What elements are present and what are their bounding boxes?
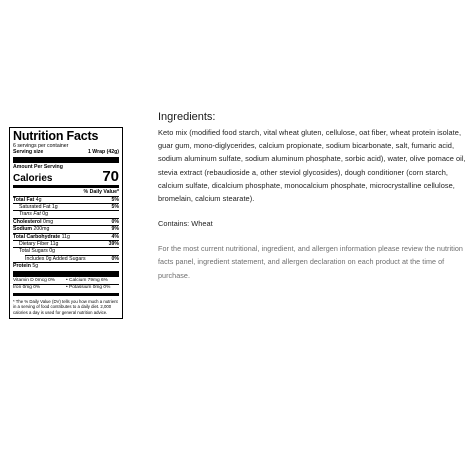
sodium-dv: 9% <box>111 226 119 233</box>
sodium-amount: 200mg <box>33 226 50 233</box>
nutrition-facts-title: Nutrition Facts <box>13 129 99 143</box>
protein-amount: 5g <box>32 263 39 270</box>
protein-label: Protein <box>13 263 31 270</box>
information-notice: For the most current nutritional, ingredient, and allergen information please review the nutrition facts panel, ingredient statement, and allergen declaration on each product at the time of purchase. <box>158 244 463 280</box>
vitamin-row-1 <box>13 278 119 284</box>
allergen-contains: Contains: Wheat <box>158 219 213 229</box>
serving-size-label: Serving size <box>13 149 44 156</box>
vitamin-row-2 <box>13 285 119 291</box>
total-carb-amount: 11g <box>61 233 70 240</box>
daily-value-footnote: * The % Daily Value (DV) tells you how much a nutrient in a serving of food contributes to a daily diet. 2,000 calories a day is used for general nutrition advice. <box>13 298 118 315</box>
dietary-fiber-dv: 39% <box>108 241 119 248</box>
added-sugars-dv: 0% <box>111 255 119 262</box>
serving-size-row <box>13 149 119 155</box>
total-fat-label: Total Fat <box>13 196 35 203</box>
cholesterol-dv: 0% <box>111 218 119 225</box>
saturated-fat-label: Saturated Fat <box>19 204 51 211</box>
nutrition-facts-label <box>9 127 123 319</box>
daily-value-header: % Daily Value* <box>83 189 119 196</box>
medium-divider-footnote <box>13 293 119 296</box>
added-sugars-label: Includes 0g Added Sugars <box>25 255 86 262</box>
vitamin-d: Vitamin D 0mcg 0% <box>13 277 56 283</box>
thick-divider <box>13 157 119 163</box>
thick-divider-vitamins <box>13 271 119 277</box>
iron: Iron 0mg 0% <box>13 285 41 291</box>
total-sugars-label: Total Sugars <box>19 248 48 255</box>
protein-row <box>13 263 119 269</box>
serving-size-value: 1 Wrap (42g) <box>87 149 119 156</box>
ingredients-text: Keto mix (modified food starch, vital wheat gluten, cellulose, oat fiber, wheat protein isolate, guar gum, mono-diglycerides, calcium propionate, sodium bicarbonate, salt, fumaric acid, sodium aluminum sulfate, sodium aluminum phosphate, sorbic acid), water, olive pomace oil, stevia extract (rebaudioside a, other steviol glycosides), dough conditioner (corn starch, calcium sulfate, dicalcium phosphate, monocalcium phosphate, microcrystalline cellulose, bromelain, calcium stearate). <box>158 128 466 204</box>
dietary-fiber-label: Dietary Fiber <box>19 241 49 248</box>
total-carb-label: Total Carbohydrate <box>13 233 61 240</box>
cholesterol-amount: 0mg <box>43 218 54 225</box>
saturated-fat-dv: 5% <box>111 204 119 211</box>
trans-fat-amount: 0g <box>42 211 49 218</box>
medium-divider <box>13 185 119 188</box>
calcium: • Calcium 79mg 6% <box>66 277 108 283</box>
sodium-label: Sodium <box>13 226 33 233</box>
calories-value: 70 <box>102 168 119 186</box>
cholesterol-label: Cholesterol <box>13 218 42 225</box>
ingredients-heading: Ingredients: <box>158 111 216 123</box>
dietary-fiber-amount: 11g <box>50 241 59 248</box>
calories-row <box>13 170 119 184</box>
amount-per-serving: Amount Per Serving <box>13 163 63 170</box>
ingredients-section <box>158 110 466 282</box>
potassium: • Potassium 0mg 0% <box>66 285 111 291</box>
total-fat-dv: 5% <box>111 196 119 203</box>
trans-fat-label: Trans Fat <box>19 211 41 218</box>
total-fat-amount: 4g <box>35 196 42 203</box>
total-carb-dv: 4% <box>111 233 119 240</box>
servings-per-container: 6 servings per container <box>13 143 69 149</box>
calories-label: Calories <box>13 173 53 185</box>
saturated-fat-amount: 1g <box>51 204 58 211</box>
total-sugars-amount: 0g <box>49 248 56 255</box>
